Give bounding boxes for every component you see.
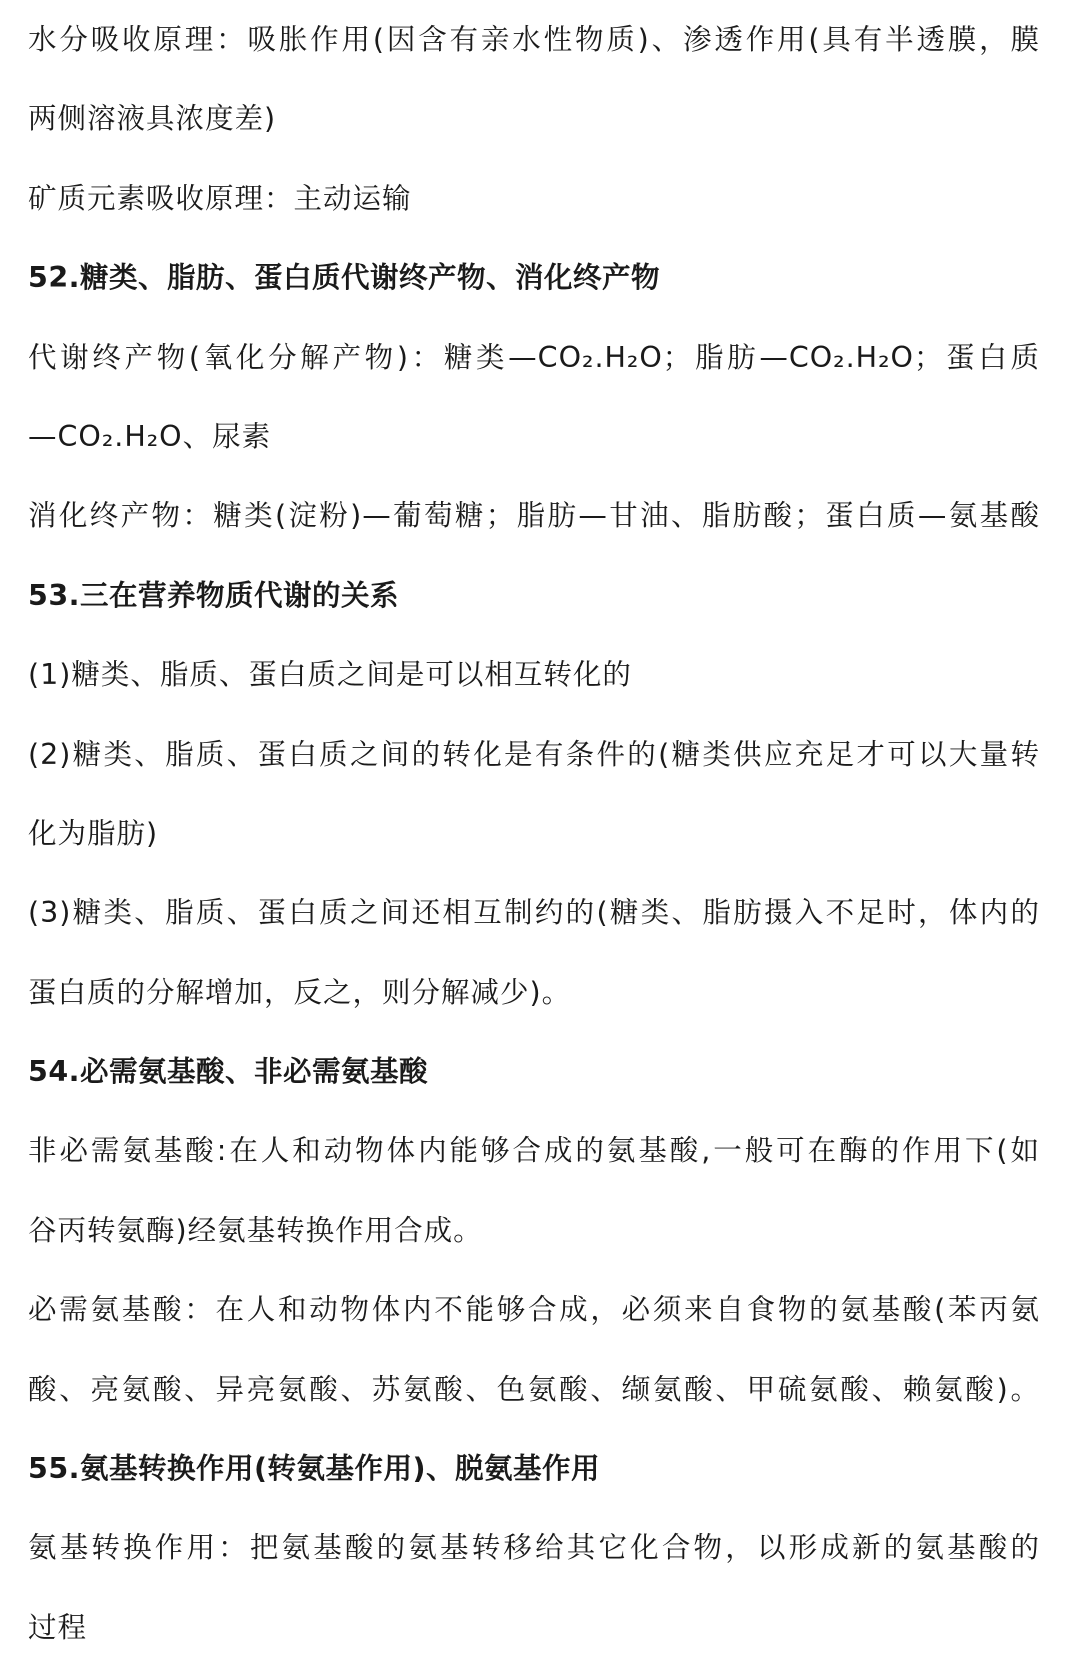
section-heading: 52.糖类、脂肪、蛋白质代谢终产物、消化终产物	[28, 261, 660, 295]
paragraph-line: 消化终产物：糖类(淀粉)—葡萄糖；脂肪—甘油、脂肪酸；蛋白质—氨基酸	[28, 499, 1040, 533]
paragraph-line: 谷丙转氨酶)经氨基转换作用合成。	[28, 1213, 483, 1247]
section-heading: 54.必需氨基酸、非必需氨基酸	[28, 1055, 428, 1089]
paragraph-line: 酸、亮氨酸、异亮氨酸、苏氨酸、色氨酸、缬氨酸、甲硫氨酸、赖氨酸)。	[28, 1372, 1040, 1406]
paragraph-line: 氨基转换作用：把氨基酸的氨基转移给其它化合物，以形成新的氨基酸的	[28, 1531, 1040, 1565]
paragraph-line: 矿质元素吸收原理：主动运输	[28, 181, 412, 215]
section-heading: 53.三在营养物质代谢的关系	[28, 578, 399, 612]
paragraph-line: 化为脂肪)	[28, 816, 159, 850]
paragraph-line: 代谢终产物(氧化分解产物)：糖类—CO₂.H₂O；脂肪—CO₂.H₂O；蛋白质	[28, 340, 1040, 374]
section-heading: 55.氨基转换作用(转氨基作用)、脱氨基作用	[28, 1452, 601, 1486]
paragraph-line: 必需氨基酸：在人和动物体内不能够合成，必须来自食物的氨基酸(苯丙氨	[28, 1293, 1040, 1327]
paragraph-line: 非必需氨基酸:在人和动物体内能够合成的氨基酸,一般可在酶的作用下(如	[28, 1134, 1040, 1168]
paragraph-line: —CO₂.H₂O、尿素	[28, 419, 272, 453]
paragraph-line: (3)糖类、脂质、蛋白质之间还相互制约的(糖类、脂肪摄入不足时，体内的	[28, 896, 1040, 930]
paragraph-line: (2)糖类、脂质、蛋白质之间的转化是有条件的(糖类供应充足才可以大量转	[28, 737, 1040, 771]
paragraph-line: (1)糖类、脂质、蛋白质之间是可以相互转化的	[28, 658, 632, 692]
paragraph-line: 水分吸收原理：吸胀作用(因含有亲水性物质)、渗透作用(具有半透膜，膜	[28, 23, 1040, 56]
paragraph-line: 过程	[28, 1610, 88, 1644]
paragraph-line: 两侧溶液具浓度差)	[28, 102, 277, 136]
paragraph-line: 蛋白质的分解增加，反之，则分解减少)。	[28, 975, 572, 1009]
